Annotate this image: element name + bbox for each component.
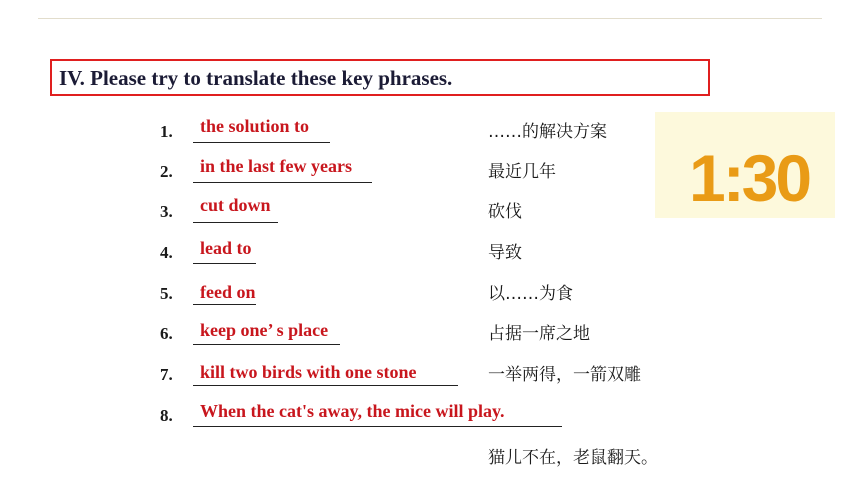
item-number: 3. bbox=[160, 202, 173, 221]
answer-blank-line bbox=[193, 385, 458, 386]
item-number: 6. bbox=[160, 324, 173, 343]
answer-text: When the cat's away, the mice will play. bbox=[200, 401, 505, 421]
chinese-phrase: 最近几年 bbox=[488, 162, 556, 182]
answer-blank-line bbox=[193, 182, 372, 183]
answer-blank-line bbox=[193, 304, 256, 305]
item-number: 8. bbox=[160, 406, 173, 425]
heading-box bbox=[50, 59, 710, 96]
chinese-phrase: 一举两得，一箭双雕 bbox=[488, 365, 641, 385]
item-number: 2. bbox=[160, 162, 173, 181]
item-number: 4. bbox=[160, 243, 173, 262]
timer-box bbox=[655, 112, 835, 218]
timer-display: 1:30 bbox=[689, 141, 810, 215]
answer-blank-line bbox=[193, 344, 340, 345]
answer-text: kill two birds with one stone bbox=[200, 362, 417, 382]
chinese-phrase: 以……为食 bbox=[488, 284, 573, 304]
answer-blank-line bbox=[193, 222, 278, 223]
answer-text: cut down bbox=[200, 195, 271, 215]
chinese-phrase: 导致 bbox=[488, 243, 522, 263]
answer-blank-line bbox=[193, 263, 256, 264]
chinese-phrase: ……的解决方案 bbox=[488, 122, 607, 142]
answer-text: in the last few years bbox=[200, 156, 352, 176]
answer-text: the solution to bbox=[200, 116, 310, 136]
chinese-phrase: 占据一席之地 bbox=[488, 324, 590, 344]
chinese-phrase: 猫儿不在，老鼠翻天。 bbox=[488, 448, 658, 468]
answer-text: keep one’ s place bbox=[200, 320, 329, 340]
answer-blank-line bbox=[193, 426, 562, 427]
answer-text: lead to bbox=[200, 238, 252, 258]
chinese-phrase: 砍伐 bbox=[488, 202, 522, 222]
item-number: 5. bbox=[160, 284, 173, 303]
answer-blank-line bbox=[193, 142, 330, 143]
item-number: 1. bbox=[160, 122, 173, 141]
item-number: 7. bbox=[160, 365, 173, 384]
top-divider bbox=[38, 18, 822, 19]
heading-title: IV. Please try to translate these key phrases. bbox=[59, 66, 453, 90]
answer-text: feed on bbox=[200, 282, 256, 302]
